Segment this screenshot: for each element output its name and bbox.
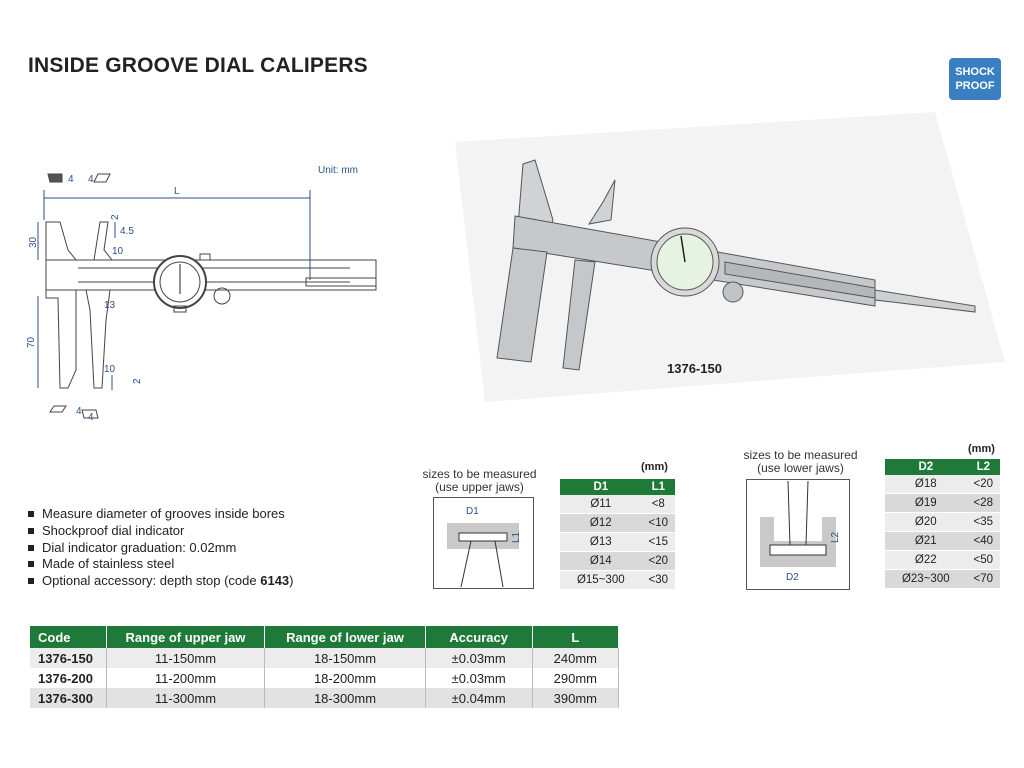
table-row: Ø22 <50 (885, 551, 1000, 570)
table-row: Ø19 <28 (885, 494, 1000, 513)
badge-line1: SHOCK (955, 66, 995, 78)
feature-item: Shockproof dial indicator (28, 523, 294, 540)
dim-10-bottom: 10 (104, 364, 116, 375)
lower-jaws-diagram (746, 479, 850, 590)
dim-70: 70 (26, 336, 37, 348)
unit-label: Unit: mm (318, 165, 358, 176)
table-row: Ø23~300 <70 (885, 570, 1000, 589)
feature-item: Dial indicator graduation: 0.02mm (28, 540, 294, 557)
feature-item: Measure diameter of grooves inside bores (28, 506, 294, 523)
dim-4-a: 4 (68, 174, 74, 185)
upper-table-unit: (mm) (641, 461, 668, 473)
dim-4-c: 4 (76, 406, 82, 417)
lower-jaws-table: D2 L2 Ø18 <20 Ø19 <28 Ø20 <35 Ø21 <40 Ø22 <50 Ø23~300 <70 (885, 459, 1000, 589)
table-row: Ø14 <20 (560, 552, 675, 571)
d1-label: D1 (466, 506, 479, 517)
feature-item: Made of stainless steel (28, 556, 294, 573)
table-row: Ø13 <15 (560, 533, 675, 552)
dim-4-b: 4 (88, 174, 94, 185)
l2-label: L2 (830, 531, 841, 543)
table-row: 1376-150 11-150mm 18-150mm ±0.03mm 240mm (30, 648, 619, 668)
lower-jaws-caption: sizes to be measured (use lower jaws) (743, 448, 858, 475)
d2-label: D2 (786, 572, 799, 583)
col-accuracy: Accuracy (425, 626, 532, 648)
col-L: L (532, 626, 618, 648)
table-row: Ø11 <8 (560, 495, 675, 514)
product-photo (455, 112, 1005, 402)
feature-item: Optional accessory: depth stop (code 6143) (28, 573, 294, 590)
table-row: Ø18 <20 (885, 475, 1000, 494)
table-row: Ø15~300 <30 (560, 571, 675, 590)
table-row: Ø12 <10 (560, 514, 675, 533)
dim-30: 30 (28, 236, 39, 248)
table-row: Ø20 <35 (885, 513, 1000, 532)
table-row: Ø21 <40 (885, 532, 1000, 551)
table-row: 1376-300 11-300mm 18-300mm ±0.04mm 390mm (30, 688, 619, 708)
jaw-tip-inset-icon (48, 174, 62, 182)
page-title: INSIDE GROOVE DIAL CALIPERS (28, 54, 368, 77)
product-model-label: 1376-150 (667, 361, 722, 376)
shockproof-badge (949, 58, 1001, 100)
badge-line2: PROOF (955, 80, 995, 92)
upper-jaws-diagram (433, 497, 534, 589)
col-code: Code (30, 626, 106, 648)
l1-label: L1 (511, 531, 522, 543)
spec-table (30, 626, 619, 708)
dim-13: 13 (104, 300, 116, 311)
table-row: 1376-200 11-200mm 18-200mm ±0.03mm 290mm (30, 668, 619, 688)
feature-list (28, 506, 294, 590)
dim-4-d: 4 (88, 412, 94, 423)
dim-L: L (174, 186, 180, 197)
dim-2-top: 2 (110, 214, 121, 220)
caliper-technical-drawing (20, 160, 390, 425)
lower-table-unit: (mm) (968, 443, 995, 455)
dim-4-5: 4.5 (120, 226, 134, 237)
dim-10-top: 10 (112, 246, 124, 257)
upper-jaws-caption: sizes to be measured (use upper jaws) (422, 467, 537, 494)
dim-2-bottom: 2 (132, 378, 143, 384)
col-lower: Range of lower jaw (265, 626, 425, 648)
upper-jaws-table: D1 L1 Ø11 <8 Ø12 <10 Ø13 <15 Ø14 <20 Ø15~300 <30 (560, 479, 675, 590)
col-upper: Range of upper jaw (106, 626, 265, 648)
